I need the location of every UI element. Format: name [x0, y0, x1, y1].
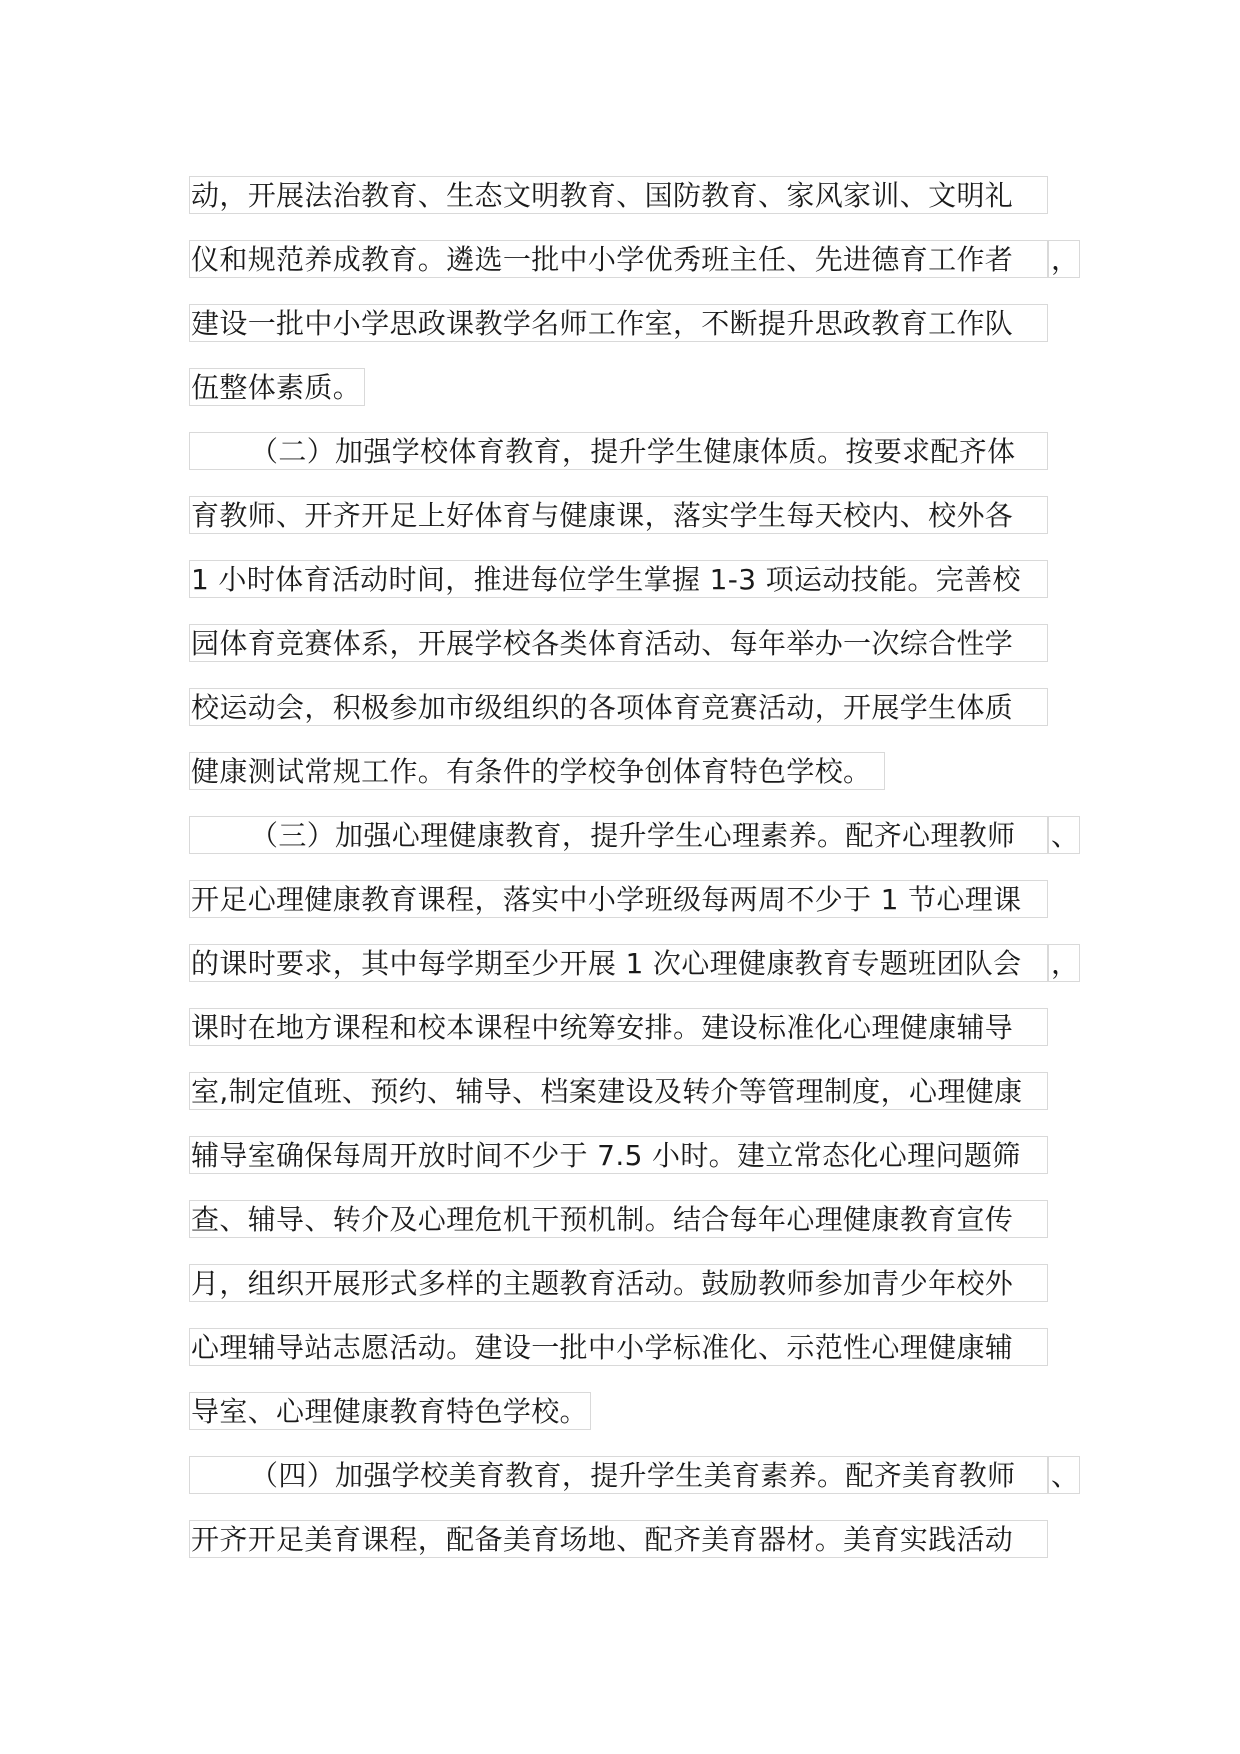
text-line: 查、辅导、转介及心理危机干预机制。结合每年心理健康教育宣传 [189, 1200, 1048, 1238]
text-line: 的课时要求，其中每学期至少开展 1 次心理健康教育专题班团队会 [189, 944, 1048, 982]
paragraph-heading-line: （四）加强学校美育教育，提升学生美育素养。配齐美育教师 [189, 1456, 1048, 1494]
text-line: 仪和规范养成教育。遴选一批中小学优秀班主任、先进德育工作者 [189, 240, 1048, 278]
text-line: 心理辅导站志愿活动。建设一批中小学标准化、示范性心理健康辅 [189, 1328, 1048, 1366]
text-line: 室,制定值班、预约、辅导、档案建设及转介等管理制度，心理健康 [189, 1072, 1048, 1110]
text-line: 导室、心理健康教育特色学校。 [189, 1392, 591, 1430]
paragraph-heading-line: （三）加强心理健康教育，提升学生心理素养。配齐心理教师 [189, 816, 1048, 854]
text-line: 开齐开足美育课程，配备美育场地、配齐美育器材。美育实践活动 [189, 1520, 1048, 1558]
text-line: 课时在地方课程和校本课程中统筹安排。建设标准化心理健康辅导 [189, 1008, 1048, 1046]
text-line: 辅导室确保每周开放时间不少于 7.5 小时。建立常态化心理问题筛 [189, 1136, 1048, 1174]
line-tail-punctuation: ， [1048, 944, 1080, 982]
text-line: 1 小时体育活动时间，推进每位学生掌握 1-3 项运动技能。完善校 [189, 560, 1048, 598]
text-line: 校运动会，积极参加市级组织的各项体育竞赛活动，开展学生体质 [189, 688, 1048, 726]
text-line: 月，组织开展形式多样的主题教育活动。鼓励教师参加青少年校外 [189, 1264, 1048, 1302]
text-line: 育教师、开齐开足上好体育与健康课，落实学生每天校内、校外各 [189, 496, 1048, 534]
text-line: 动，开展法治教育、生态文明教育、国防教育、家风家训、文明礼 [189, 176, 1048, 214]
text-line: 开足心理健康教育课程，落实中小学班级每两周不少于 1 节心理课 [189, 880, 1048, 918]
line-tail-punctuation: ， [1048, 240, 1080, 278]
text-line: 建设一批中小学思政课教学名师工作室，不断提升思政教育工作队 [189, 304, 1048, 342]
line-tail-punctuation: 、 [1048, 1456, 1080, 1494]
text-line: 园体育竞赛体系，开展学校各类体育活动、每年举办一次综合性学 [189, 624, 1048, 662]
paragraph-heading-line: （二）加强学校体育教育，提升学生健康体质。按要求配齐体 [189, 432, 1048, 470]
line-tail-punctuation: 、 [1048, 816, 1080, 854]
text-line: 健康测试常规工作。有条件的学校争创体育特色学校。 [189, 752, 885, 790]
text-line: 伍整体素质。 [189, 368, 365, 406]
